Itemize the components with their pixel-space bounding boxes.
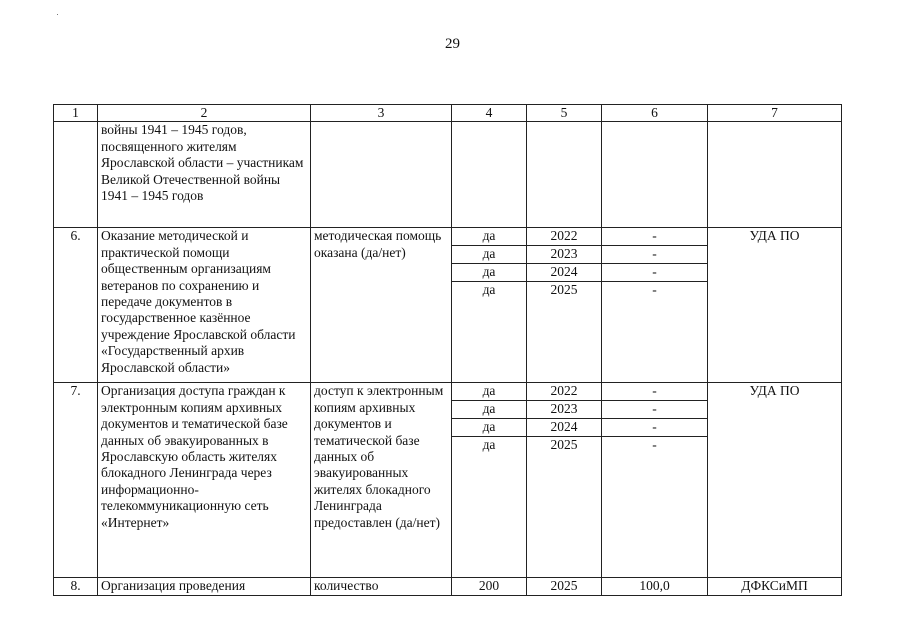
indicator-text: доступ к электронным копиям архивных документов и тематической базе данных об эвакуированных жителях блокадного Ленинграда предоставлен (да/нет) xyxy=(311,383,452,578)
measure-title: войны 1941 – 1945 годов, посвященного жителям Ярославской области – участникам Великой Отечественной войны 1941 – 1945 годов xyxy=(98,122,311,228)
year: 2023 xyxy=(527,246,601,264)
column-header: 1 xyxy=(54,105,98,122)
value-cell xyxy=(452,383,527,578)
row-number: 6. xyxy=(54,228,98,383)
empty-cell xyxy=(452,122,527,228)
year: 2025 xyxy=(527,578,602,595)
row-number xyxy=(54,122,98,228)
column-header: 4 xyxy=(452,105,527,122)
executor: УДА ПО xyxy=(708,228,842,383)
measure-title: Оказание методической и практической помощи общественным организациям ветеранов по сохранению и передаче документов в государственное казённое учреждение Ярославской области «Государственный архив Ярославской области» xyxy=(98,228,311,383)
amount: - xyxy=(602,383,707,401)
indicator-text: методическая помощь оказана (да/нет) xyxy=(311,228,452,383)
empty-cell xyxy=(602,122,708,228)
executor xyxy=(708,122,842,228)
column-header: 7 xyxy=(708,105,842,122)
amount: - xyxy=(602,264,707,282)
table-row xyxy=(54,122,842,228)
table-row xyxy=(54,578,842,595)
scan-speck xyxy=(57,14,58,15)
value: да xyxy=(452,419,526,437)
value: да xyxy=(452,228,526,246)
value: 200 xyxy=(452,578,527,595)
executor: ДФКСиМП xyxy=(708,578,842,595)
amount: - xyxy=(602,419,707,437)
table-row xyxy=(54,383,842,578)
amount: - xyxy=(652,282,657,298)
year: 2024 xyxy=(527,264,601,282)
amount-cell xyxy=(602,228,708,383)
value: да xyxy=(452,401,526,419)
column-header: 3 xyxy=(311,105,452,122)
amount: - xyxy=(602,401,707,419)
table-header-row xyxy=(54,105,842,122)
table-row xyxy=(54,228,842,383)
value: да xyxy=(482,282,496,298)
amount-cell xyxy=(602,383,708,578)
empty-cell xyxy=(527,122,602,228)
row-number: 8. xyxy=(54,578,98,595)
amount: 100,0 xyxy=(602,578,708,595)
year-cell xyxy=(527,228,602,383)
amount: - xyxy=(602,246,707,264)
year: 2022 xyxy=(527,228,601,246)
value: да xyxy=(452,383,526,401)
column-header: 5 xyxy=(527,105,602,122)
year: 2023 xyxy=(527,401,601,419)
indicator-text xyxy=(311,122,452,228)
page-number: 29 xyxy=(445,36,460,52)
row-number: 7. xyxy=(54,383,98,578)
column-header: 6 xyxy=(602,105,708,122)
executor: УДА ПО xyxy=(708,383,842,578)
year: 2025 xyxy=(550,437,578,453)
indicator-text: количество xyxy=(311,578,452,595)
year-cell xyxy=(527,383,602,578)
amount: - xyxy=(652,437,657,453)
value: да xyxy=(452,246,526,264)
program-table xyxy=(53,104,842,596)
measure-title: Организация доступа граждан к электронным копиям архивных документов и тематической базе данных об эвакуированных в Ярославскую область жителях блокадного Ленинграда через информационно-телекоммуникационную сеть «Интернет» xyxy=(98,383,311,578)
value: да xyxy=(482,437,496,453)
year: 2024 xyxy=(527,419,601,437)
value: да xyxy=(452,264,526,282)
year: 2022 xyxy=(527,383,601,401)
measure-title: Организация проведения xyxy=(98,578,311,595)
amount: - xyxy=(602,228,707,246)
column-header: 2 xyxy=(98,105,311,122)
year: 2025 xyxy=(550,282,578,298)
value-cell xyxy=(452,228,527,383)
